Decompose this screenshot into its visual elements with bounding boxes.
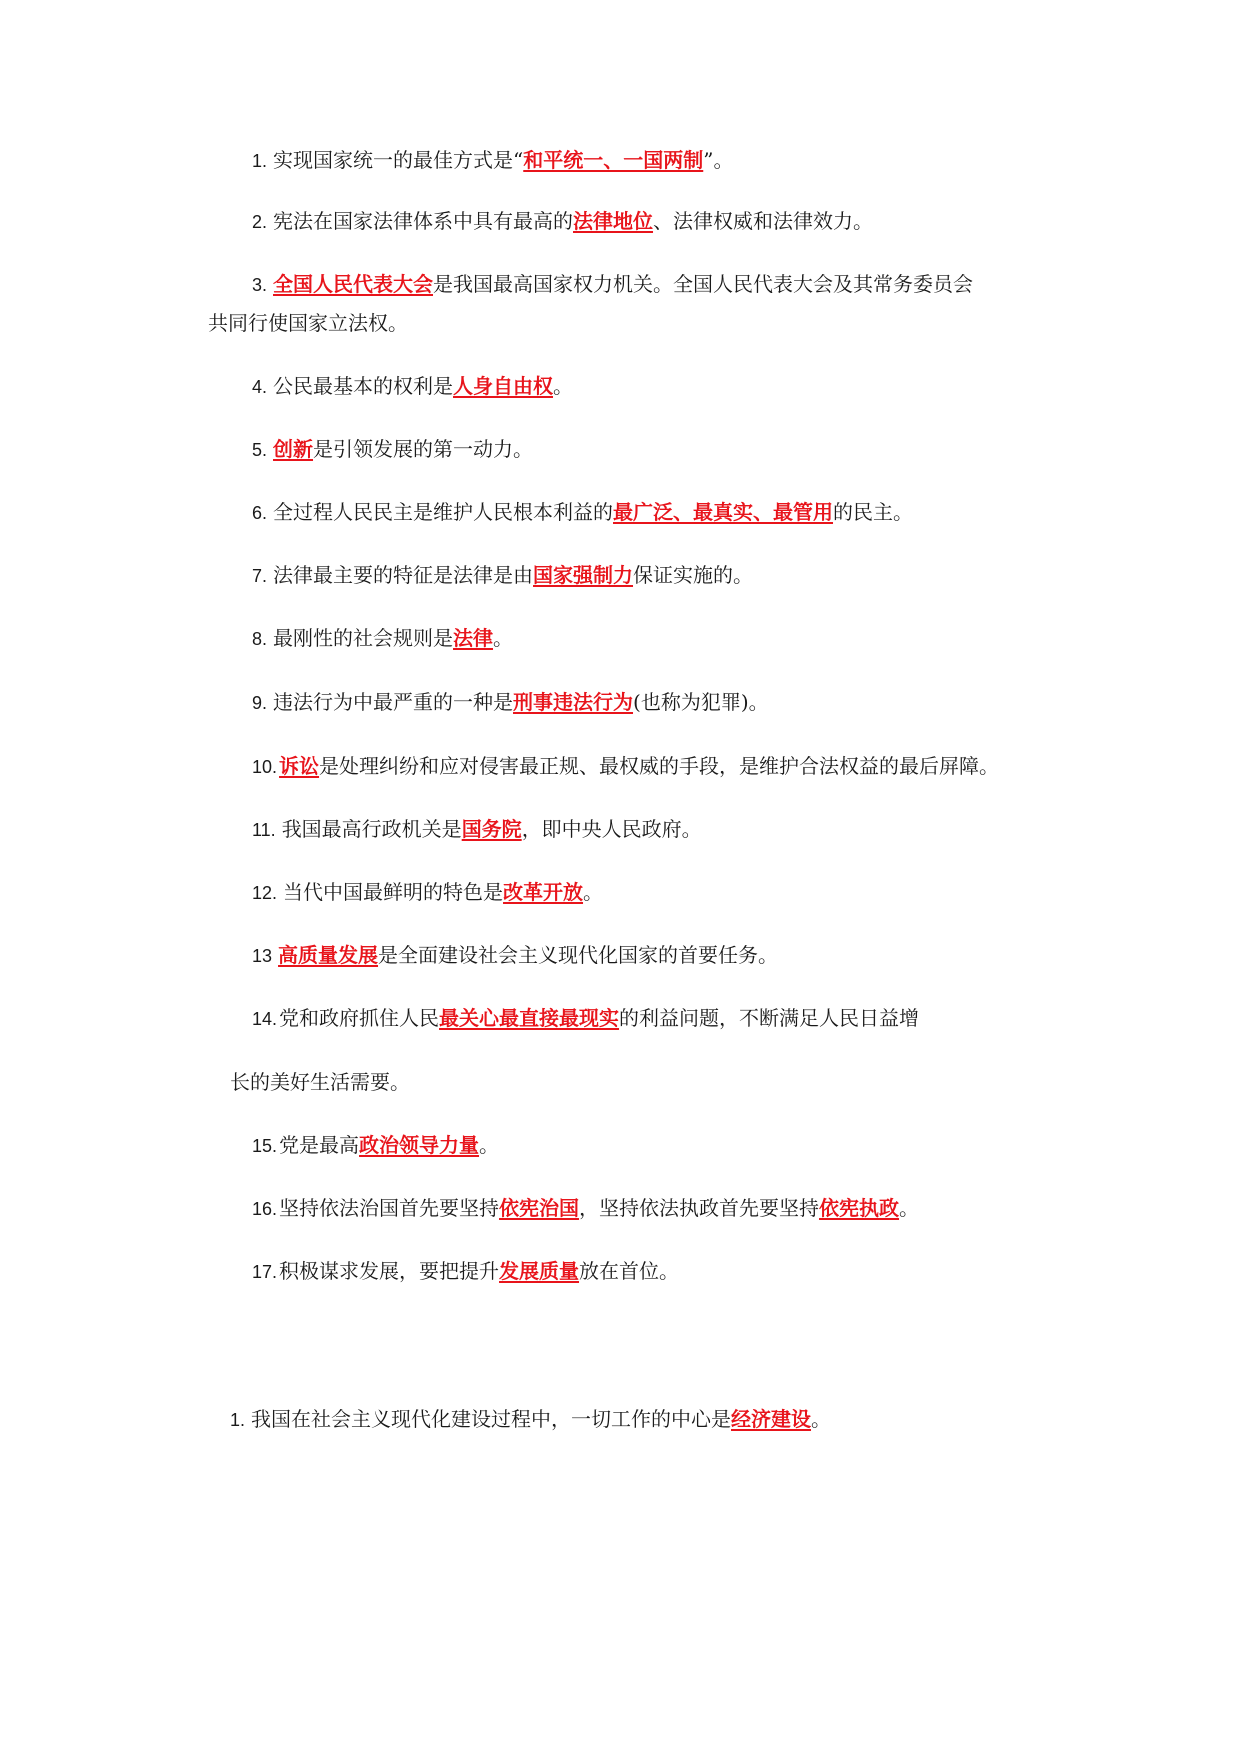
list-item-8 — [252, 624, 513, 653]
list-item-11 — [252, 815, 702, 844]
answer-highlight: 最广泛、最真实、最管用 — [613, 500, 834, 524]
item-text: 是处理纠纷和应对侵害最正规、最权威的手段，是维护合法权益的最后屏障。 — [319, 754, 1000, 778]
item-text: 党是最高 — [279, 1133, 360, 1157]
answer-highlight: 发展质量 — [499, 1259, 580, 1283]
answer-highlight: 高质量发展 — [278, 943, 379, 967]
answer-highlight: 和平统一、一国两制 — [523, 148, 704, 172]
answer-highlight: 依宪治国 — [499, 1196, 580, 1220]
item-text: 党和政府抓住人民 — [279, 1006, 440, 1030]
item-text: 放在首位。 — [579, 1259, 680, 1283]
item-number: 16. — [252, 1199, 278, 1219]
answer-highlight: 法律地位 — [573, 209, 654, 233]
item-text: 长的美好生活需要。 — [230, 1070, 410, 1094]
item-text: 的民主。 — [833, 500, 914, 524]
item-number: 1. — [252, 151, 268, 171]
item-text: 坚持依法治国首先要坚持 — [279, 1196, 500, 1220]
item-number: 13 — [252, 946, 273, 966]
item-text: 。 — [583, 880, 604, 904]
item-text: 。 — [899, 1196, 920, 1220]
item-text: 、法律权威和法律效力。 — [653, 209, 874, 233]
item-number: 2. — [252, 212, 268, 232]
list-item-12 — [252, 878, 603, 907]
item-text: 。 — [479, 1133, 500, 1157]
item-number: 7. — [252, 566, 268, 586]
item-text: 最刚性的社会规则是 — [273, 626, 454, 650]
item-number: 12. — [252, 883, 278, 903]
item-number: 10. — [252, 757, 278, 777]
item-text: (也称为犯罪)。 — [633, 690, 769, 714]
answer-highlight: 诉讼 — [279, 754, 320, 778]
item-text: 我国最高行政机关是 — [281, 817, 462, 841]
item-text: 共同行使国家立法权。 — [208, 311, 408, 335]
item-number: 3. — [252, 275, 268, 295]
list-item-3 — [252, 270, 973, 299]
item-number: 8. — [252, 629, 268, 649]
answer-highlight: 创新 — [273, 437, 314, 461]
item-text: 法律最主要的特征是法律是由 — [273, 563, 534, 587]
item-number: 6. — [252, 503, 268, 523]
list-item-14 — [252, 1004, 919, 1033]
item-text: 我国在社会主义现代化建设过程中，一切工作的中心是 — [251, 1407, 732, 1431]
answer-highlight: 国家强制力 — [533, 563, 634, 587]
answer-highlight: 法律 — [453, 626, 494, 650]
list-item-10 — [252, 752, 999, 781]
item-text: 当代中国最鲜明的特色是 — [283, 880, 504, 904]
item-text: 是引领发展的第一动力。 — [313, 437, 534, 461]
answer-highlight: 最关心最直接最现实 — [439, 1006, 620, 1030]
answer-highlight: 改革开放 — [503, 880, 584, 904]
list-item-16 — [252, 1194, 919, 1223]
item-text: 实现国家统一的最佳方式是“ — [273, 148, 524, 172]
item-text: 。 — [553, 374, 574, 398]
list-item-13 — [252, 941, 778, 970]
item-number: 17. — [252, 1262, 278, 1282]
answer-highlight: 政治领导力量 — [359, 1133, 480, 1157]
list-item-14-continuation — [230, 1068, 410, 1096]
item-text: 。 — [811, 1407, 832, 1431]
item-number: 15. — [252, 1136, 278, 1156]
item-text: 。 — [493, 626, 514, 650]
answer-highlight: 国务院 — [461, 817, 522, 841]
list-item-15 — [252, 1131, 499, 1160]
item-text: 全过程人民民主是维护人民根本利益的 — [273, 500, 614, 524]
item-text: 公民最基本的权利是 — [273, 374, 454, 398]
section2-item-1 — [230, 1405, 831, 1434]
list-item-5 — [252, 435, 533, 464]
item-number: 5. — [252, 440, 268, 460]
item-text: 保证实施的。 — [633, 563, 754, 587]
list-item-3-continuation — [208, 309, 408, 337]
item-number: 4. — [252, 377, 268, 397]
list-item-4 — [252, 372, 573, 401]
item-text: ，坚持依法执政首先要坚持 — [579, 1196, 820, 1220]
item-number: 9. — [252, 693, 268, 713]
answer-highlight: 全国人民代表大会 — [273, 272, 434, 296]
item-number: 14. — [252, 1009, 278, 1029]
list-item-17 — [252, 1257, 679, 1286]
list-item-2 — [252, 207, 873, 236]
answer-highlight: 人身自由权 — [453, 374, 554, 398]
list-item-7 — [252, 561, 753, 590]
item-number: 11. — [252, 820, 276, 840]
answer-highlight: 经济建设 — [731, 1407, 812, 1431]
list-item-6 — [252, 498, 913, 527]
item-text: ，即中央人民政府。 — [521, 817, 702, 841]
item-number: 1. — [230, 1410, 246, 1430]
answer-highlight: 刑事违法行为 — [513, 690, 634, 714]
item-text: 的利益问题，不断满足人民日益增 — [619, 1006, 920, 1030]
list-item-9 — [252, 688, 769, 717]
item-text: ”。 — [703, 148, 734, 172]
item-text: 违法行为中最严重的一种是 — [273, 690, 514, 714]
item-text: 是我国最高国家权力机关。全国人民代表大会及其常务委员会 — [433, 272, 974, 296]
answer-highlight: 依宪执政 — [819, 1196, 900, 1220]
item-text: 宪法在国家法律体系中具有最高的 — [273, 209, 574, 233]
list-item-1 — [252, 146, 733, 175]
item-text: 是全面建设社会主义现代化国家的首要任务。 — [378, 943, 779, 967]
item-text: 积极谋求发展，要把提升 — [279, 1259, 500, 1283]
